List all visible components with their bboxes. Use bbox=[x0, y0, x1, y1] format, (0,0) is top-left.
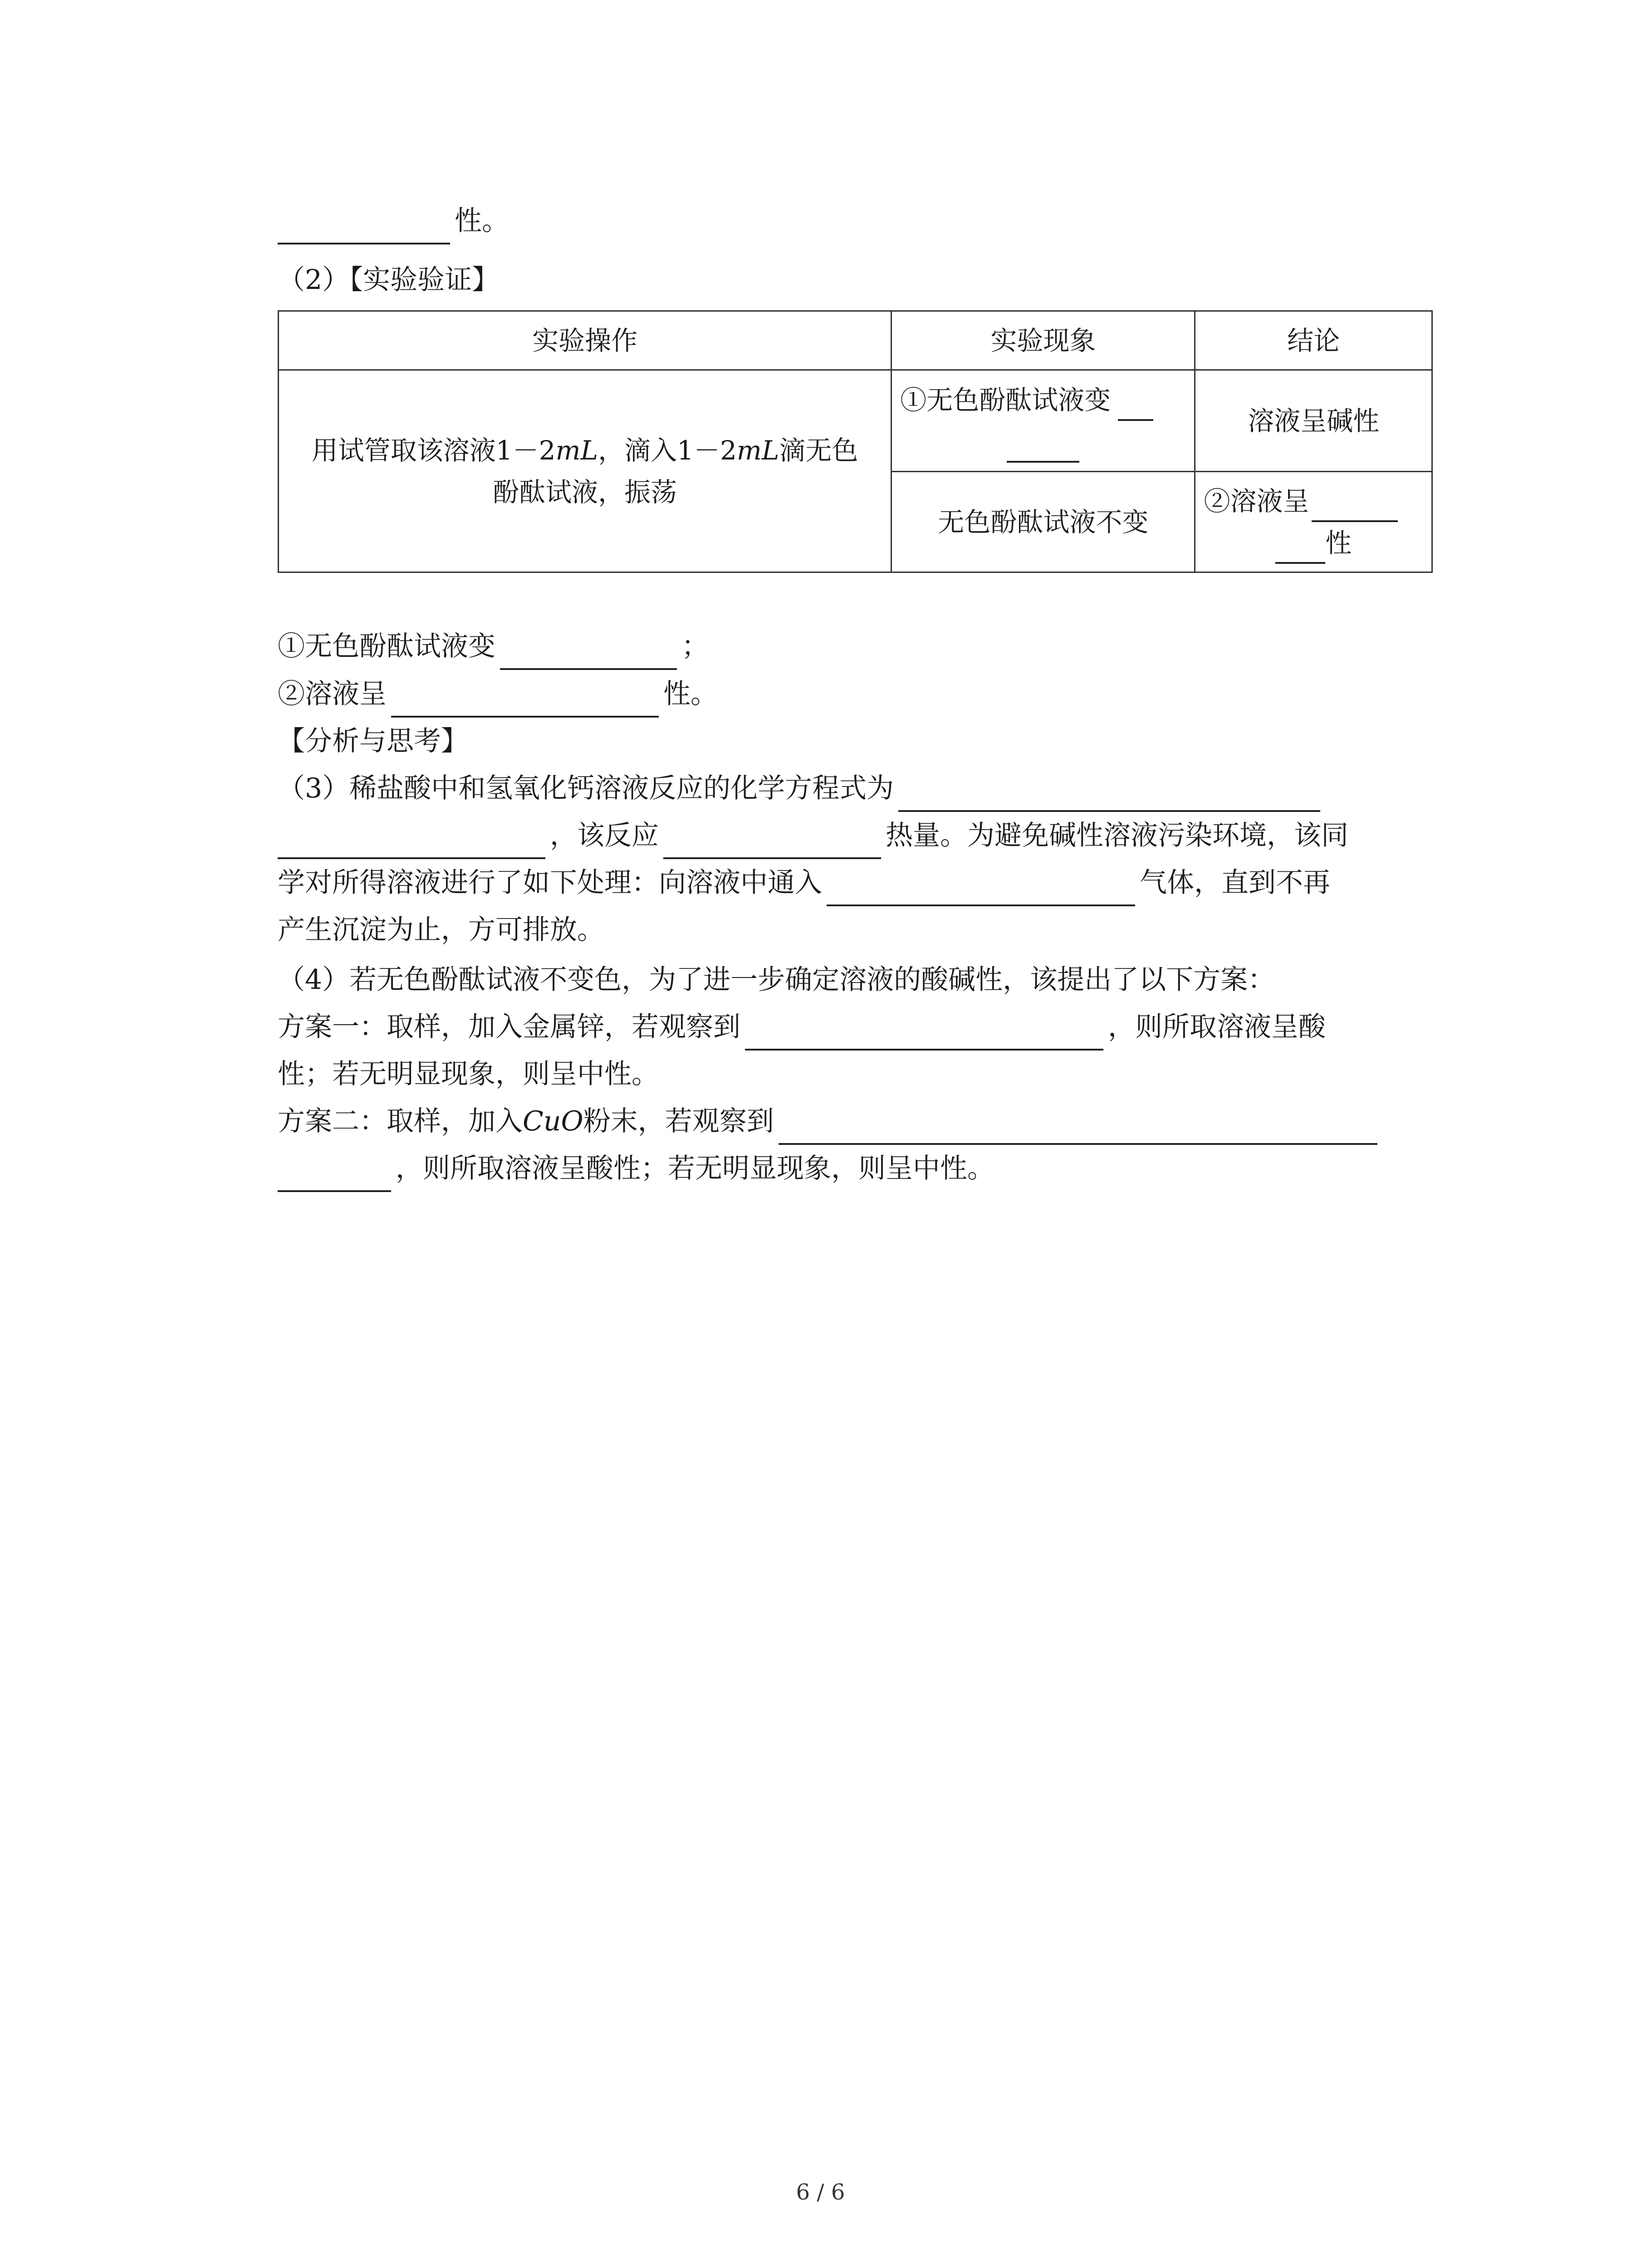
conclusion-cell-1: 溶液呈碱性 bbox=[1195, 370, 1432, 472]
answer-line-2: ②溶液呈 性。 bbox=[278, 670, 718, 718]
conclusion-cell-2: ②溶液呈 性 bbox=[1195, 472, 1432, 572]
header-operation: 实验操作 bbox=[279, 311, 892, 370]
page-number: 6 / 6 bbox=[796, 2180, 845, 2205]
chemical-formula: CuO bbox=[523, 1105, 583, 1137]
question-4-line-1: （4）若无色酚酞试液不变色，为了进一步确定溶液的酸碱性，该提出了以下方案： bbox=[278, 964, 1275, 996]
answer-blank[interactable] bbox=[500, 636, 677, 670]
operation-line-1: 用试管取该溶液1－2mL，滴入1－2mL滴无色 bbox=[311, 435, 858, 466]
answer-blank[interactable] bbox=[827, 873, 1135, 906]
analysis-heading: 【分析与思考】 bbox=[278, 725, 468, 757]
fragment-line bbox=[278, 197, 509, 244]
header-conclusion: 结论 bbox=[1195, 311, 1432, 370]
phenomenon-cell-1: ①无色酚酞试液变 bbox=[892, 370, 1195, 472]
plan-2-line-2: ，则所取溶液呈酸性；若无明显现象，则呈中性。 bbox=[278, 1145, 994, 1192]
operation-line-2: 酚酞试液，振荡 bbox=[493, 476, 677, 508]
question-3-line-2: ，该反应 热量。为避免碱性溶液污染环境，该同 bbox=[278, 812, 1348, 859]
answer-blank[interactable] bbox=[745, 1017, 1103, 1051]
question-3-line-3: 学对所得溶液进行了如下处理：向溶液中通入 气体，直到不再 bbox=[278, 859, 1330, 906]
answer-blank[interactable] bbox=[1118, 390, 1153, 421]
answer-blank[interactable] bbox=[278, 211, 450, 244]
table-header-row bbox=[279, 311, 1432, 370]
fragment-tail: 性。 bbox=[455, 205, 509, 237]
answer-blank[interactable] bbox=[898, 778, 1320, 812]
answer-blank[interactable] bbox=[663, 826, 881, 859]
answer-blank[interactable] bbox=[278, 826, 545, 859]
plan-1-line-1: 方案一：取样，加入金属锌，若观察到 ，则所取溶液呈酸 bbox=[278, 1003, 1326, 1051]
answer-blank[interactable] bbox=[1007, 432, 1079, 463]
header-phenomenon: 实验现象 bbox=[892, 311, 1195, 370]
question-3-line-4: 产生沉淀为止，方可排放。 bbox=[278, 914, 604, 946]
plan-1-line-2: 性；若无明显现象，则呈中性。 bbox=[278, 1058, 659, 1090]
section-heading: （2）【实验验证】 bbox=[278, 264, 500, 296]
table-row bbox=[279, 370, 1432, 472]
operation-cell bbox=[279, 370, 892, 572]
answer-blank[interactable] bbox=[779, 1111, 1377, 1145]
answer-blank[interactable] bbox=[1275, 533, 1325, 564]
answer-line-1: ①无色酚酞试液变 ； bbox=[278, 623, 709, 670]
answer-blank[interactable] bbox=[1312, 491, 1398, 522]
experiment-table bbox=[278, 310, 1433, 573]
phenomenon-cell-2: 无色酚酞试液不变 bbox=[892, 472, 1195, 572]
answer-blank[interactable] bbox=[391, 684, 659, 718]
answer-blank[interactable] bbox=[278, 1158, 391, 1192]
plan-2-line-1: 方案二：取样，加入CuO粉末，若观察到 bbox=[278, 1098, 1382, 1145]
question-3-line-1: （3）稀盐酸中和氢氧化钙溶液反应的化学方程式为 bbox=[278, 765, 1325, 812]
